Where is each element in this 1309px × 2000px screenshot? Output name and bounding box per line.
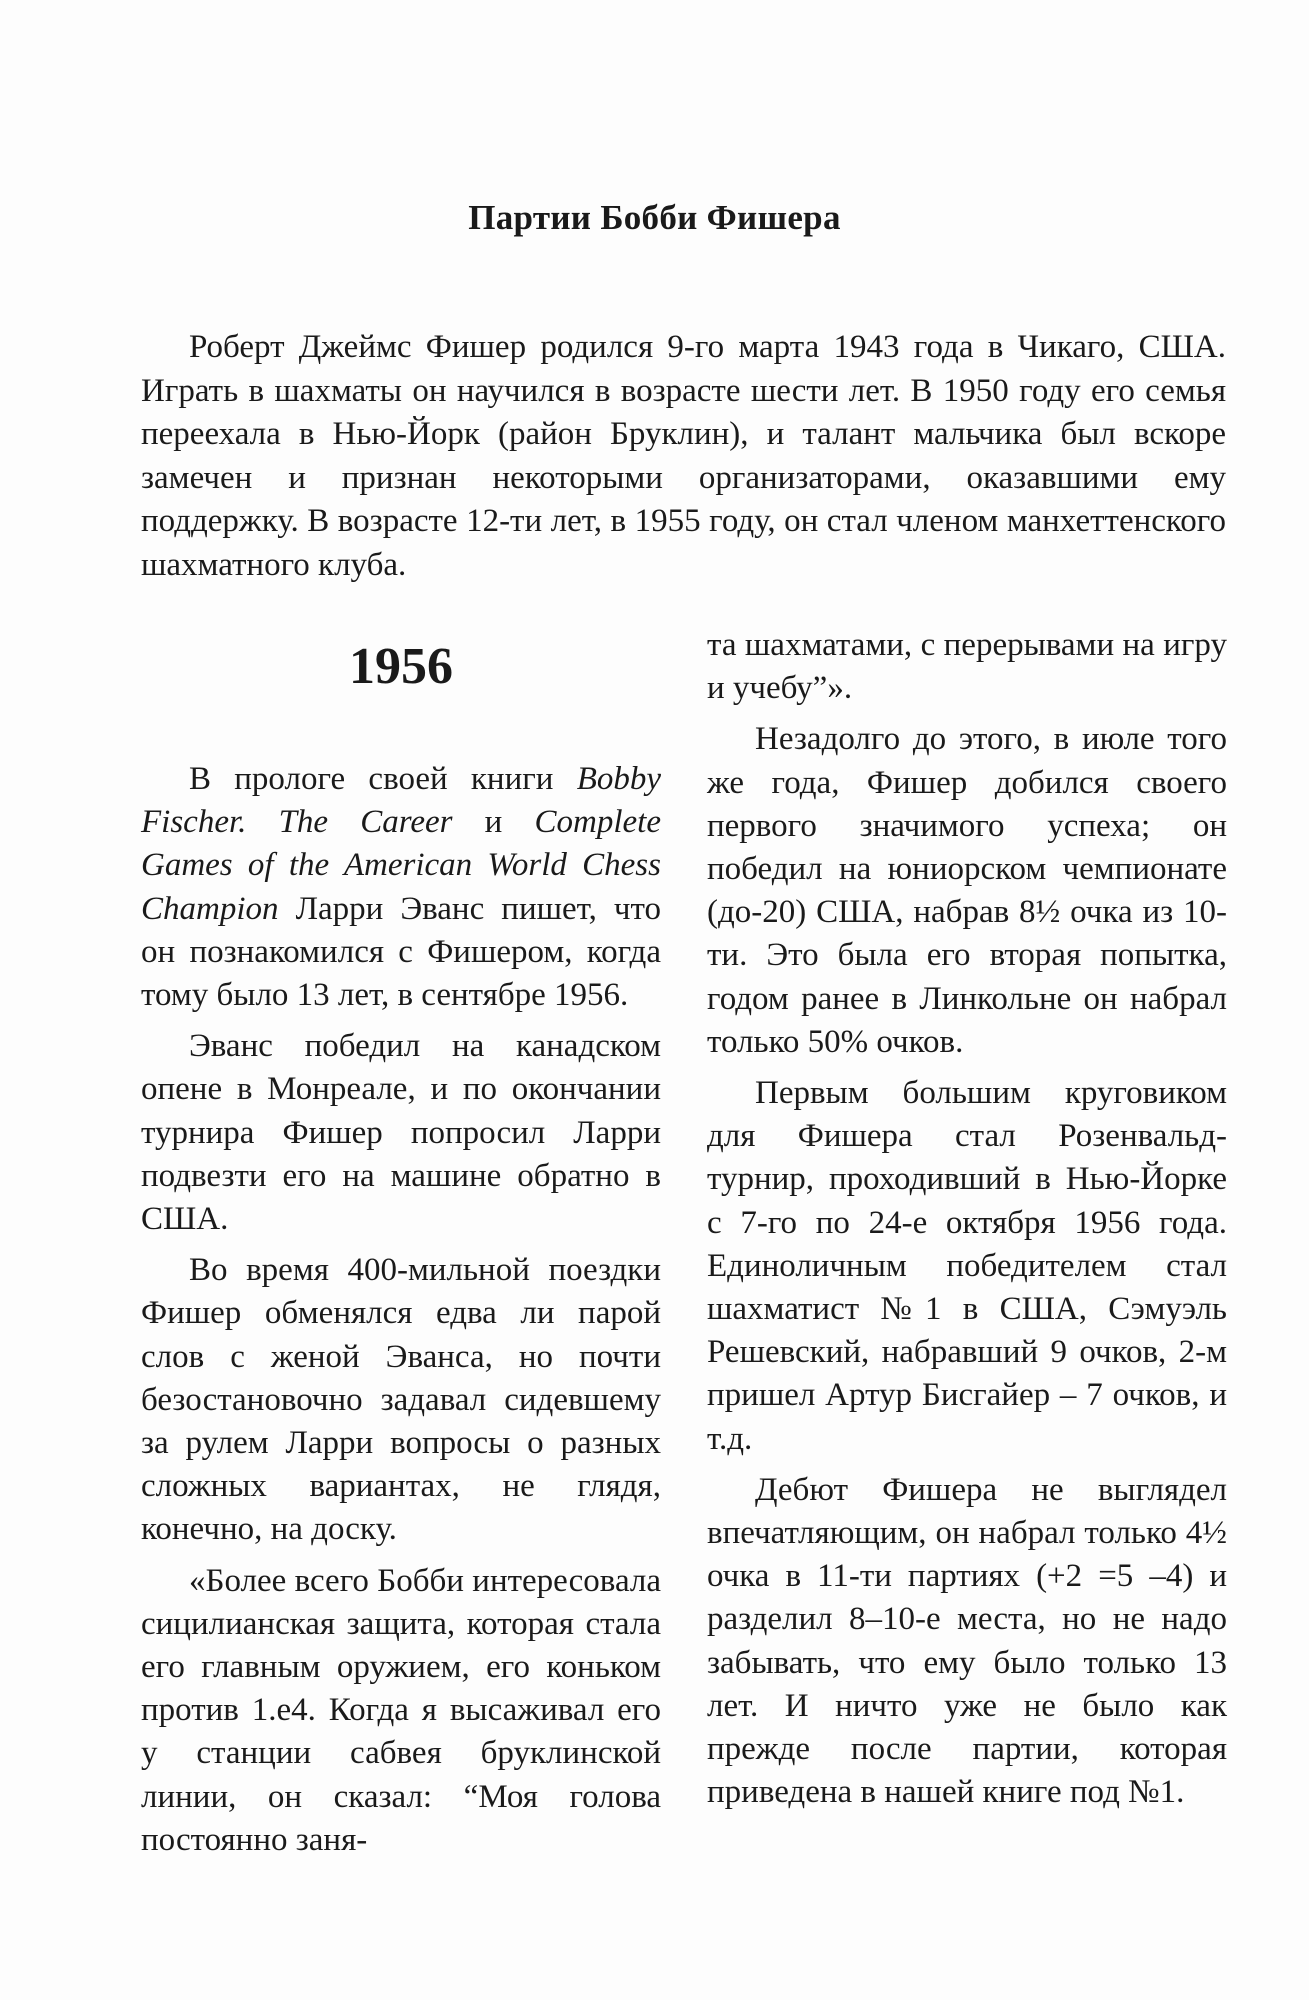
book-title: Bobby Fischer. The Career	[141, 761, 661, 841]
page-title: Партии Бобби Фишера	[468, 198, 841, 237]
year-heading: 1956	[349, 638, 453, 695]
left-column-body	[141, 758, 661, 1862]
book-title-continued: Complete Games of the American World Chess Champion	[141, 804, 661, 927]
paragraph-rosenwald-tournament: Первым большим круговиком для Фишера стал Розенвальд-турнир, проходивший в Нью-Йорке с 7-го по 24-е октября 1956 года. Единоличным победителем стал шахматист №1 в США, Сэмуэль Решевский, набравший 9 очков, 2-м пришел Артур Бисгайер – 7 очков, и т.д.	[707, 1075, 1227, 1457]
paragraph-debut: Дебют Фишера не выглядел впечатляющим, он набрал только 4½ очка в 11-ти партиях (+2 =5 –4) и разделил 8–10-е места, но не надо забывать, что ему было только 13 лет. И ничто уже не было как прежде после партии, которая приведена в нашей книге под №1.	[707, 1471, 1227, 1811]
paragraph-quote: «Более всего Бобби интересовала сицилианская защита, которая стала его главным оружием, его коньком против 1.е4. Когда я высаживал его у станции сабвея бруклинской линии, он сказал: “Моя голова постоянно заня-	[141, 1562, 661, 1858]
paragraph-trip: Во время 400-мильной поездки Фишер обменялся едва ли парой слов с женой Эванса, но почти безостановочно задавал сидевшему за рулем Ларри вопросы о разных сложных вариантах, не глядя, конечно, на доску.	[141, 1252, 661, 1548]
right-column	[707, 624, 1227, 1814]
prologue-text-before: В прологе своей книги	[189, 761, 577, 797]
prologue-conjunction: и	[452, 804, 535, 841]
paragraph-quote-continued: та шахматами, с перерывами на игру и учебу”».	[707, 627, 1227, 707]
paragraph-prologue	[141, 758, 661, 1017]
paragraph-montreal: Эванс победил на канадском опене в Монреале, и по окончании турнира Фишер попросил Ларри подвезти его на машине обратно в США.	[141, 1028, 661, 1238]
paragraph-junior-championship: Незадолго до этого, в июле того же года, Фишер добился своего первого значимого успеха; он победил на юниорском чемпионате (до-20) США, набрав 8½ очка из 10-ти. Это была его вторая попытка, годом ранее в Линкольне он набрал только 50% очков.	[707, 721, 1227, 1060]
intro-paragraph: Роберт Джеймс Фишер родился 9-го марта 1943 года в Чикаго, США. Играть в шахматы он научился в возрасте шести лет. В 1950 году его семья переехала в Нью-Йорк (район Бруклин), и талант мальчика был вскоре замечен и признан некоторыми организаторами, оказавшими ему поддержку. В возрасте 12-ти лет, в 1955 году, он стал членом манхеттенского шахматного клуба.	[141, 329, 1226, 583]
prologue-text-after: Ларри Эванс пишет, что он познакомился с Фишером, когда тому было 13 лет, в сентябре 1956.	[141, 890, 661, 1014]
